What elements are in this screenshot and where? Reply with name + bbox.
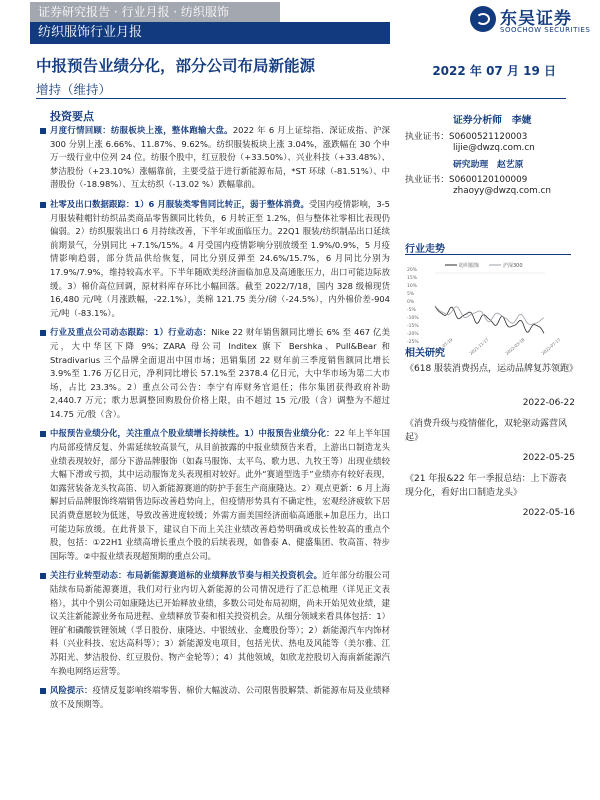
x-tick-label: 2021-07-19 [432,336,454,356]
bullet-interim-results: 中报预告业绩分化，关注重点个股业绩增长持续性。1）中报预告业绩分化：22 年上半年国内局部疫情反复、外需延续较高景气，从目前披露的中报业绩预告来看，上游出口制造龙头业绩表现较好，部分下游品牌服饰（如森马服饰、太平鸟、歌力思、九牧王等）出现业绩较大幅下滑或亏损，其中运动服饰龙头表现相对较好。此外“赛道型选手”业绩亦有较好表现，如露营装备龙头牧高笛、切入新能源赛道的防护手套生产商康隆达。2）观点更新：6 月上海解封后品牌服饰终端销售边际改善趋势向上，但疫情形势具有不确定性，宏观经济疲软下居民消费意愿较为低迷，导致改善进度较缓；外需方面美国经济面临高通胀+加息压力，出口可能边际放缓。在此背景下，建议自下而上关注业绩改善趋势明确或成长性较高的重点个股，包括：①22H1 业绩高增长重点个股的后续表现，如鲁泰 A、健盛集团、牧高笛、特步国际等。②中报业绩表现超预期的重点公司。 [40,427,390,563]
logo-name-en: SOOCHOW SECURITIES [500,26,591,34]
x-tick-label: 2022-07-17 [540,336,562,356]
y-tick-label: 15% [407,276,418,281]
investment-rating: 增持（维持） [36,82,112,97]
assistant-license: 执业证书：S0600120100009 [405,175,528,185]
sector-title: 纺织服饰行业月报 [30,22,390,44]
broker-logo [470,4,592,38]
y-tick-label: -15% [407,324,419,329]
related-report-3-date: 2022-05-16 [522,508,575,518]
header-divider [36,98,566,99]
report-header [0,0,600,48]
series-hs300-line [435,306,544,325]
legend-label-hs300: 沪深300 [503,263,523,269]
logo-name-cn: 东吴证券 [500,9,572,29]
y-tick-label: 10% [407,284,418,289]
y-tick-label: -25% [407,340,419,345]
bullet-retail-export: 社零及出口数据跟踪：1）6 月服装类零售同比转正，弱于整体消费。受国内疫情影响，3-5 月服装鞋帽针纺织品类商品零售额同比转负，6 月转正至 1.2%，但与整体社零相比表现仍偏弱。2）纺织服装出口 6 月持续改善，下半年或面临压力。22Q1 服装/纺织制品出口延续前期景气，分别同比 +7.1%/15%。4 月受国内疫情影响分别放缓至 1.9%/0.9%，5 月疫情影响趋弱，部分货品供给恢复，同比分别反弹至 24.6%/15.7%，6 月同比分别为 17.9%/7.9%，维持较高水平。下半年随欧美经济面临加息及高通胀压力，出口可能边际放缓。3）棉价高位回调，原材料库存环比小幅回落。截至 2022/7/18，国内 328 级棉现货 16,480 元/吨（月涨跌幅，-22.1%），美棉 121.75 美分/磅（-24.5%），内外棉价差-904 元/吨（-83.1%）。 [40,198,390,320]
report-date: 2022 年 07 月 19 日 [432,64,556,78]
x-tick-label: 2021-11-17 [468,336,490,356]
y-tick-label: -20% [407,332,419,337]
assistant-name: 研究助理 赵艺原 [453,160,524,170]
legend-label-textile: 纺织服饰 [459,263,480,269]
bullet-industry-news: 行业及重点公司动态跟踪：1）行业动态：Nike 22 财年销售额同比增长 6% 至 467 亿美元，大中华区下降 9%；ZARA 母公司 Inditex 旗下 Bershka、Pull&Bear 和 Stradivarius 三个品牌全面退出中国市场；迅销集团 22 财年前三季度销售额同比增长 3.9%至 1.76 万亿日元，净利同比增长 57.1%至 2378.4 亿日元，大中华市场为第二大市场，占比 23.3%。2）重点公司公告：李宁有库财务官退任；伟尔集团获得政府补助 2,440.7 万元；歌力思调整回购股份价格上限，由不超过 15 元/股（含）调整为不超过 14.75 元/股（含）。 [40,326,390,421]
analyst-license: 执业证书：S0600521120003 [405,132,528,142]
logo-mark-icon [470,6,496,32]
y-tick-label: -5% [407,308,416,313]
bullet-new-energy: 关注行业转型动态：布局新能源赛道标的业绩释放节奏与相关投资机会。近年部分纺服公司陆续布局新能源赛道，我们对行业内切入新能源的公司情况进行了汇总梳理（详见正文表格），其中个别公司如康隆达已开始释放业绩，多数公司处布局初期，尚未开始见效业绩，建议关注新能源业务布局进程、业绩释放节奏和相关投资机会。从细分领域来看具体包括：1）锂矿和磷酸铁锂领域（孚日股份、康隆达、中银绒业、金鹰股份等）；2）新能源汽车内饰材料（兴业科技、宏达高科等）；3）新能源发电项目，包括光伏、热电及风能等（美尔雅、江苏阳光、梦洁股份、红豆股份、物产金轮等）；4）其他领域，如欣龙控股切入海南新能源汽车换电网络运营等。 [40,569,390,678]
analyst-email[interactable]: lijie@dwzq.com.cn [453,143,535,153]
related-report-1[interactable]: 《618 服装消费拐点，运动品牌复苏领跑》 [405,364,579,374]
related-report-2-date: 2022-05-25 [522,453,575,463]
trend-chart-title: 行业走势 [405,244,445,255]
assistant-email[interactable]: zhaoyy@dwzq.com.cn [453,186,551,196]
y-tick-label: 0% [407,300,415,305]
related-report-2[interactable]: 《消费升级与疫情催化，双轮驱动露营风起》 [405,419,568,443]
x-tick-label: 2022-03-18 [504,336,526,356]
related-research-title: 相关研究 [405,348,445,359]
bullet-monthly-review: 月度行情回顾：纺服板块上涨，整体跑输大盘。2022 年 6 月上证综指、深证成指、沪深 300 分别上涨 6.66%、11.87%、9.62%。纺织服装板块上涨 3.04%，涨跌幅在 30 个申万一级行业中位列 24 位。纺服个股中，红豆股份（+33.50%）、兴业科技（+33.48%）、梦洁股份（+23.10%）涨幅靠前，主要受益于进行新能源布局，*ST 环球（-81.51%）、中潜股份（-18.98%）、互太纺织（-13.02 %）跌幅靠前。 [40,124,390,192]
analyst-name: 证券分析师 李婕 [453,115,532,126]
y-tick-label: 5% [407,292,415,297]
related-report-3[interactable]: 《21 年报&22 年一季报总结：上下游表现分化，看好出口制造龙头》 [405,474,567,498]
bullet-risk: 风险提示：疫情反复影响终端零售、棉价大幅波动、公司限售股解禁、新能源布局及业绩释放不及预期等。 [40,684,390,711]
key-points-title: 投资要点 [50,110,94,123]
series-textile-line [435,306,544,333]
report-headline: 中报预告业绩分化，部分公司布局新能源 [36,57,316,75]
key-points-list [40,124,390,717]
y-tick-label: 20% [407,268,418,273]
report-category-breadcrumb: 证券研究报告 · 行业月报 · 纺织服饰 [30,2,280,22]
y-tick-label: -10% [407,316,419,321]
related-report-1-date: 2022-06-22 [522,398,575,408]
